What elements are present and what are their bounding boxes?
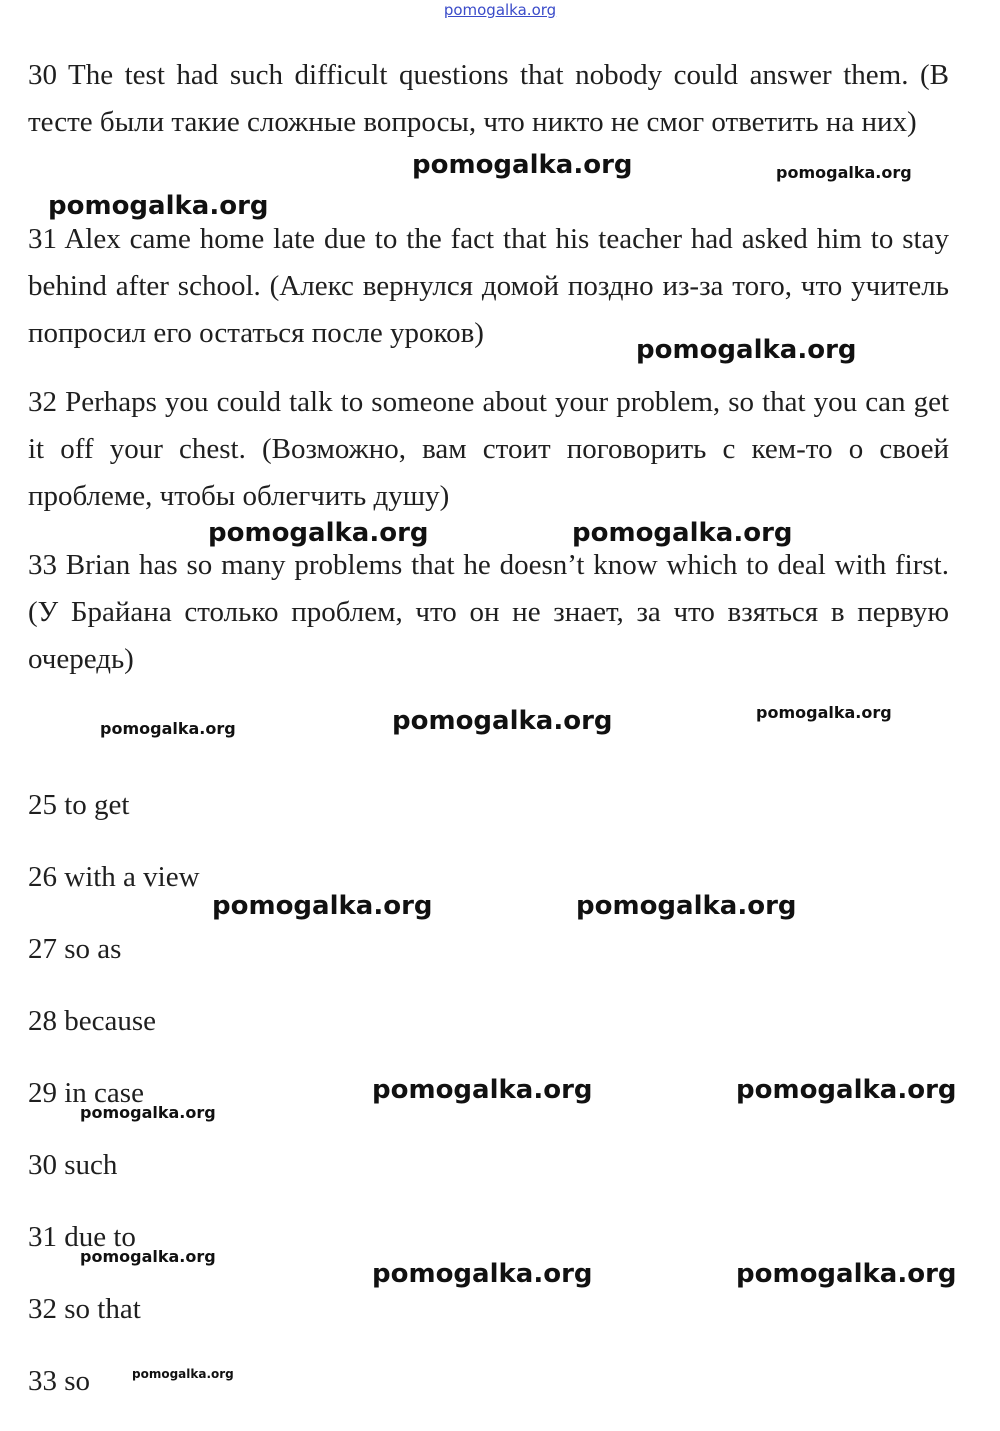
watermark: pomogalka.org xyxy=(372,1075,593,1105)
sentence-31: 31 Alex came home late due to the fact that his teacher had asked him to stay behind after school. (Алекс вернулся домой поздно из-за того, что учитель попросил его остаться после уроков) xyxy=(28,223,949,349)
watermark: pomogalka.org xyxy=(372,1259,593,1289)
answer-31: 31 due to xyxy=(28,1221,136,1253)
watermark: pomogalka.org xyxy=(412,150,633,180)
watermark: pomogalka.org xyxy=(100,719,236,738)
answer-28: 28 because xyxy=(28,1005,157,1037)
watermark: pomogalka.org xyxy=(636,335,857,365)
header-site-link[interactable]: pomogalka.org xyxy=(443,1,557,19)
answer-32: 32 so that xyxy=(28,1293,141,1325)
watermark: pomogalka.org xyxy=(48,191,269,221)
answer-25: 25 to get xyxy=(28,789,130,821)
watermark: pomogalka.org xyxy=(212,891,433,921)
watermark: pomogalka.org xyxy=(776,163,912,182)
watermark: pomogalka.org xyxy=(572,518,793,548)
watermark: pomogalka.org xyxy=(80,1247,216,1266)
watermark: pomogalka.org xyxy=(576,891,797,921)
watermark: pomogalka.org xyxy=(132,1367,234,1381)
watermark: pomogalka.org xyxy=(392,706,613,736)
sentence-33: 33 Brian has so many problems that he doesn’t know which to deal with first. (У Брайана столько проблем, что он не знает, за что взяться в первую очередь) xyxy=(28,549,949,675)
watermark: pomogalka.org xyxy=(80,1103,216,1122)
answer-30: 30 such xyxy=(28,1149,118,1181)
watermark: pomogalka.org xyxy=(736,1259,957,1289)
answer-33: 33 so xyxy=(28,1365,91,1397)
answer-29: 29 in case xyxy=(28,1077,144,1109)
watermark: pomogalka.org xyxy=(736,1075,957,1105)
answer-27: 27 so as xyxy=(28,933,122,965)
watermark: pomogalka.org xyxy=(208,518,429,548)
sentence-32: 32 Perhaps you could talk to someone about your problem, so that you can get it off your chest. (Возможно, вам стоит поговорить с кем-то о своей проблеме, чтобы облегчить душу) xyxy=(28,386,949,512)
sentence-30: 30 The test had such difficult questions that nobody could answer them. (В тесте были такие сложные вопросы, что никто не смог ответить на них) xyxy=(28,59,949,138)
watermark: pomogalka.org xyxy=(756,703,892,722)
answer-26: 26 with a view xyxy=(28,861,200,893)
